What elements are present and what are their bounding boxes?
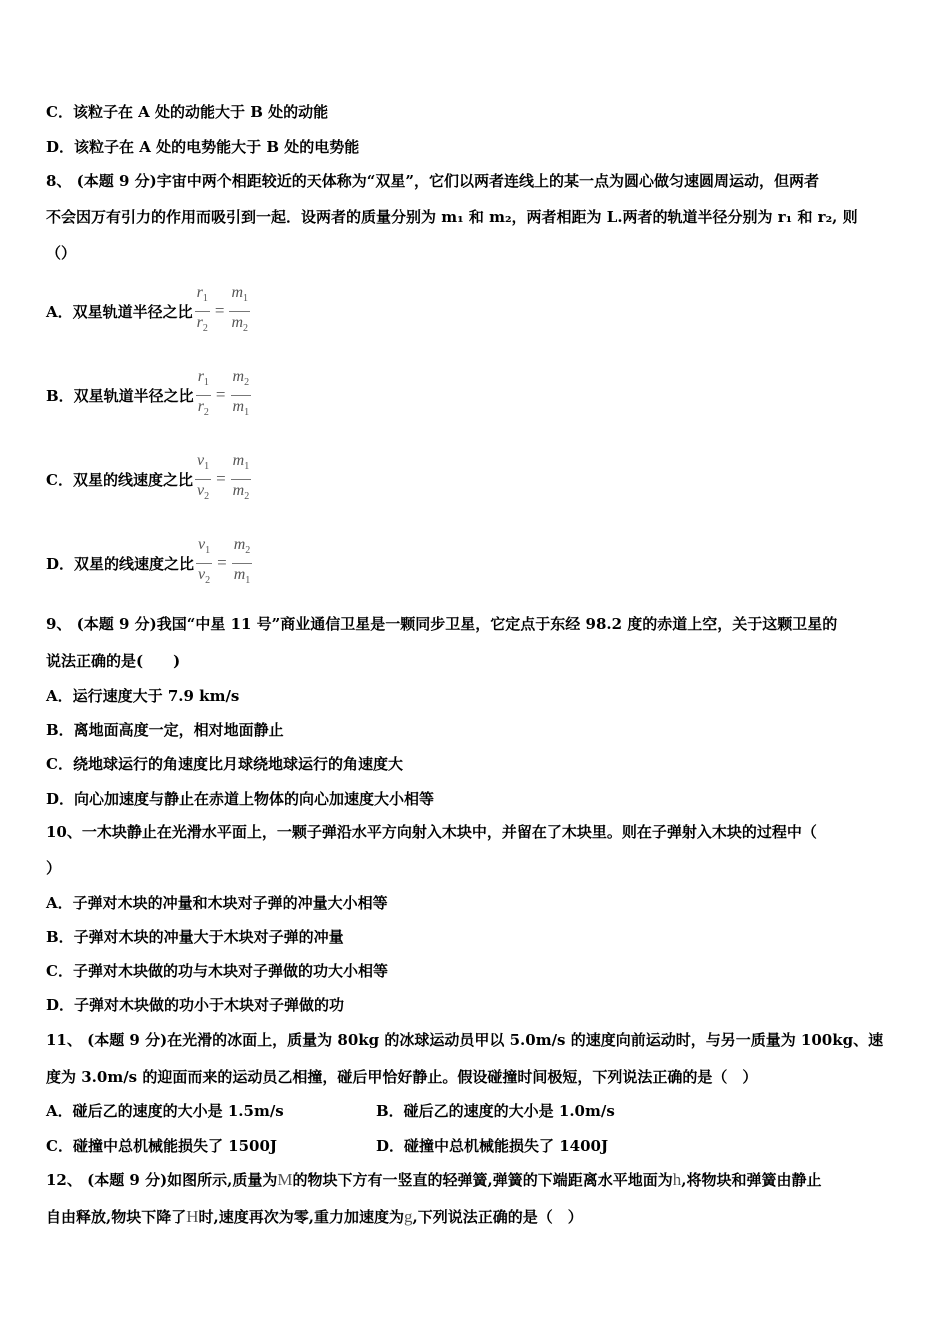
q10-option-b: B．子弹对木块的冲量大于木块对子弹的冲量 <box>46 928 344 946</box>
ratio-formula: $r_1$ $r_2$ = $m_2$ $m_1$ <box>197 368 250 418</box>
q7-option-d: D．该粒子在 A 处的电势能大于 B 处的电势能 <box>46 138 360 156</box>
q9-option-c: C．绕地球运行的角速度比月球绕地球运行的角速度大 <box>46 755 403 773</box>
q11-option-b: B．碰后乙的速度的大小是 1.0m/s <box>376 1102 615 1120</box>
q10-option-a: A．子弹对木块的冲量和木块对子弹的冲量大小相等 <box>46 894 388 912</box>
symbol-h: h <box>672 1170 682 1189</box>
symbol-H: H <box>186 1207 199 1226</box>
symbol-g: g <box>403 1207 413 1226</box>
q10-stem-line1: 10、一木块静止在光滑水平面上，一颗子弹沿水平方向射入木块中，并留在了木块里。则在子弹射入木块的过程中（ <box>46 823 817 841</box>
q10-option-d: D．子弹对木块做的功小于木块对子弹做的功 <box>46 996 345 1014</box>
q11-option-a: A．碰后乙的速度的大小是 1.5m/s <box>46 1102 284 1120</box>
symbol-M: M <box>277 1170 293 1189</box>
q9-option-d: D．向心加速度与静止在赤道上物体的向心加速度大小相等 <box>46 790 435 808</box>
q9-stem-line1: 9、 (本题 9 分)我国“中星 11 号”商业通信卫星是一颗同步卫星，它定点于东经 98.2 度的赤道上空，关于这颗卫星的 <box>46 615 838 633</box>
q8-stem-line2: 不会因万有引力的作用而吸引到一起．设两者的质量分别为 m₁ 和 m₂，两者相距为 L.两者的轨道半径分别为 r₁ 和 r₂, 则 <box>46 208 858 226</box>
q8-option-a <box>46 283 250 339</box>
q8-option-a-label: A．双星轨道半径之比 <box>46 302 193 321</box>
q11-option-d: D．碰撞中总机械能损失了 1400J <box>376 1137 609 1155</box>
q10-option-c: C．子弹对木块做的功与木块对子弹做的功大小相等 <box>46 962 388 980</box>
q8-option-d-label: D．双星的线速度之比 <box>46 554 195 573</box>
q8-stem-line3: （） <box>46 244 77 262</box>
q12-stem-line1: 12、 (本题 9 分)如图所示,质量为M的物块下方有一竖直的轻弹簧,弹簧的下端距离水平地面为h,将物块和弹簧由静止 <box>46 1170 822 1189</box>
q12-stem-line2: 自由释放,物块下降了H时,速度再次为零,重力加速度为g,下列说法正确的是（ ） <box>46 1207 583 1226</box>
q7-option-c: C．该粒子在 A 处的动能大于 B 处的动能 <box>46 103 329 121</box>
q8-option-c-label: C．双星的线速度之比 <box>46 470 193 489</box>
q11-stem-line2: 度为 3.0m/s 的迎面而来的运动员乙相撞，碰后甲恰好静止。假设碰撞时间极短，下列说法正确的是（ ） <box>46 1068 758 1086</box>
q9-option-a: A．运行速度大于 7.9 km/s <box>46 687 240 705</box>
ratio-formula: $v_1$ $v_2$ = $m_1$ $m_2$ <box>196 452 250 502</box>
ratio-formula: $v_1$ $v_2$ = $m_2$ $m_1$ <box>198 536 251 586</box>
q8-option-d <box>46 535 252 591</box>
q11-stem-line1: 11、 (本题 9 分)在光滑的冰面上，质量为 80kg 的冰球运动员甲以 5.0m/s 的速度向前运动时，与另一质量为 100kg、速 <box>46 1031 884 1049</box>
q8-option-b <box>46 367 251 423</box>
q9-stem-line2: 说法正确的是( ) <box>46 652 181 670</box>
q8-option-c <box>46 451 251 507</box>
ratio-formula: $r_1$ $r_2$ = $m_1$ $m_2$ <box>196 284 249 334</box>
q9-option-b: B．离地面高度一定，相对地面静止 <box>46 721 284 739</box>
q8-option-b-label: B．双星轨道半径之比 <box>46 386 194 405</box>
q11-option-c: C．碰撞中总机械能损失了 1500J <box>46 1137 278 1155</box>
q10-stem-line2: ） <box>46 859 62 877</box>
q8-stem-line1: 8、 (本题 9 分)宇宙中两个相距较近的天体称为“双星”，它们以两者连线上的某一点为圆心做匀速圆周运动，但两者 <box>46 172 819 190</box>
